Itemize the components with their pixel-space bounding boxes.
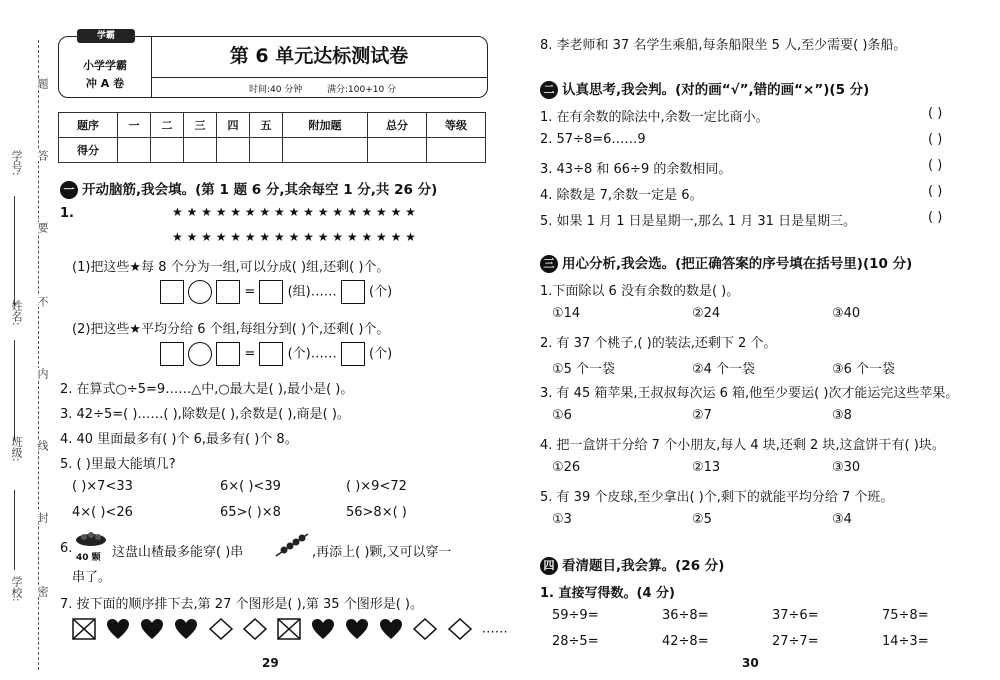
brand-block — [59, 31, 152, 97]
answer-box[interactable] — [160, 342, 184, 366]
score-cell[interactable] — [426, 138, 485, 163]
section-4-heading: 四 看清题目,我会算。(26 分) — [540, 554, 724, 575]
choice-option[interactable]: ③30 — [832, 460, 861, 475]
brand-name: 小学学霸 — [83, 59, 127, 72]
score-table — [58, 112, 486, 163]
brand-subtitle: 冲 A 卷 — [85, 77, 125, 90]
judge-answer-paren[interactable]: ( ) — [928, 132, 943, 147]
q5-item: 6×( )<39 — [220, 479, 281, 494]
plate-count-badge: 40 颗 — [76, 553, 101, 563]
answer-box[interactable] — [216, 342, 240, 366]
section-1-heading: 一 开动脑筋,我会填。(第 1 题 6 分,其余每空 1 分,共 26 分) — [60, 178, 437, 199]
stars-row-2: ★ ★ ★ ★ ★ ★ ★ ★ ★ ★ ★ ★ ★ ★ ★ ★ ★ — [172, 230, 416, 244]
section-number: 四 — [540, 557, 558, 575]
q5-item: ( )×7<33 — [72, 479, 133, 494]
judge-item: 4. 除数是 7,余数一定是 6。 — [540, 188, 703, 203]
q5-item: ( )×9<72 — [346, 479, 407, 494]
judge-answer-paren[interactable]: ( ) — [928, 158, 943, 173]
fold-char: 不 — [36, 296, 49, 307]
score-cell[interactable] — [250, 138, 283, 163]
choice-option[interactable]: ②4 个一袋 — [692, 362, 756, 377]
calc-item[interactable]: 37÷6= — [772, 608, 819, 623]
fold-char: 封 — [36, 512, 49, 523]
question-2: 2. 在算式○÷5=9……△中,○最大是( ),最小是( )。 — [60, 382, 354, 397]
choice-question: 3. 有 45 箱苹果,王叔叔每次运 6 箱,他至少要运( )次才能运完这些苹果。 — [540, 386, 959, 401]
exam-full-score: 满分:100+10 分 — [327, 85, 397, 95]
brand-logo: 学霸 — [77, 29, 135, 43]
operator-circle[interactable] — [188, 342, 212, 366]
fold-line — [38, 40, 39, 670]
q1-part-2: (2)把这些★平均分给 6 个组,每组分到( )个,还剩( )个。 — [72, 322, 390, 337]
choice-option[interactable]: ①3 — [552, 512, 572, 527]
header-box — [58, 31, 488, 98]
q1-equation-2: = (个)…… (个) — [160, 342, 392, 366]
q5-item: 56>8×( ) — [346, 505, 407, 520]
judge-answer-paren[interactable]: ( ) — [928, 210, 943, 225]
heart-icon — [311, 618, 335, 640]
q5-item: 65>( )×8 — [220, 505, 281, 520]
score-cell[interactable] — [367, 138, 426, 163]
judge-item: 1. 在有余数的除法中,余数一定比商小。 — [540, 110, 769, 125]
judge-answer-paren[interactable]: ( ) — [928, 106, 943, 121]
q1-equation-1: = (组)…… (个) — [160, 280, 392, 304]
sequence-ellipsis: …… — [481, 621, 508, 637]
question-8: 8. 李老师和 37 名学生乘船,每条船限坐 5 人,至少需要( )条船。 — [540, 38, 907, 53]
skewer-icon — [274, 532, 310, 558]
shape-sequence — [72, 618, 508, 640]
heart-icon — [345, 618, 369, 640]
q1-part-1: (1)把这些★每 8 个分为一组,可以分成( )组,还剩( )个。 — [72, 260, 390, 275]
fold-char: 答 — [36, 150, 49, 161]
choice-question: 1.下面除以 6 没有余数的数是( )。 — [540, 284, 740, 299]
q1-label: 1. — [60, 206, 74, 221]
hourglass-icon — [277, 618, 301, 640]
q5-item: 4×( )<26 — [72, 505, 133, 520]
school-label: 学校: — [10, 576, 23, 602]
diamond-icon — [209, 618, 233, 640]
binding-margin — [0, 0, 58, 680]
choice-option[interactable]: ②13 — [692, 460, 721, 475]
calc-item[interactable]: 14÷3= — [882, 634, 929, 649]
name-label: 姓名: — [10, 300, 23, 326]
page-number-right: 30 — [742, 656, 759, 670]
page-number-left: 29 — [262, 656, 279, 670]
fold-char: 密 — [36, 586, 49, 597]
class-label: 班级: — [10, 436, 23, 462]
score-cell[interactable] — [117, 138, 150, 163]
fold-char: 线 — [36, 440, 49, 451]
operator-circle[interactable] — [188, 280, 212, 304]
answer-box[interactable] — [259, 280, 283, 304]
choice-option[interactable]: ②7 — [692, 408, 712, 423]
score-cell[interactable] — [150, 138, 183, 163]
section-number: 三 — [540, 255, 558, 273]
heart-icon — [106, 618, 130, 640]
choice-option[interactable]: ①14 — [552, 306, 581, 321]
score-cell[interactable] — [217, 138, 250, 163]
fold-char: 内 — [36, 368, 49, 379]
question-7: 7. 按下面的顺序排下去,第 27 个图形是( ),第 35 个图形是( )。 — [60, 597, 423, 612]
choice-question: 2. 有 37 个桃子,( )的装法,还剩下 2 个。 — [540, 336, 777, 351]
exam-time: 时间:40 分钟 — [249, 85, 303, 95]
question-4: 4. 40 里面最多有( )个 6,最多有( )个 8。 — [60, 432, 298, 447]
section-4-subquestion: 1. 直接写得数。(4 分) — [540, 586, 675, 601]
question-6-number: 6. — [60, 541, 73, 556]
heart-icon — [379, 618, 403, 640]
choice-question: 4. 把一盒饼干分给 7 个小朋友,每人 4 块,还剩 2 块,这盒饼干有( )块。 — [540, 438, 945, 453]
choice-question: 5. 有 39 个皮球,至少拿出( )个,剩下的就能平均分给 7 个班。 — [540, 490, 894, 505]
choice-option[interactable]: ②24 — [692, 306, 721, 321]
question-3: 3. 42÷5=( )……( ),除数是( ),余数是( ),商是( )。 — [60, 407, 350, 422]
section-2-heading: 二 认真思考,我会判。(对的画“√”,错的画“×”)(5 分) — [540, 78, 869, 99]
choice-option[interactable]: ③6 个一袋 — [832, 362, 896, 377]
choice-option[interactable]: ①5 个一袋 — [552, 362, 616, 377]
section-number: 一 — [60, 181, 78, 199]
judge-item: 3. 43÷8 和 66÷9 的余数相同。 — [540, 162, 732, 177]
page-title: 第 6 单元达标测试卷 — [229, 45, 409, 67]
score-table-header-row: 题序 一 二 三 四 五 附加题 总分 等级 — [59, 113, 486, 138]
score-cell[interactable] — [184, 138, 217, 163]
answer-box[interactable] — [216, 280, 240, 304]
choice-option[interactable]: ③4 — [832, 512, 852, 527]
calc-item[interactable]: 36÷8= — [662, 608, 709, 623]
judge-item: 2. 57÷8=6……9 — [540, 132, 646, 147]
section-number: 二 — [540, 81, 558, 99]
fold-char: 要 — [36, 222, 49, 233]
question-6-text-b: ,再添上( )颗,又可以穿一 — [312, 545, 452, 560]
question-5: 5. ( )里最大能填几? — [60, 457, 176, 472]
choice-option[interactable]: ③40 — [832, 306, 861, 321]
calc-item[interactable]: 59÷9= — [552, 608, 599, 623]
answer-box[interactable] — [160, 280, 184, 304]
diamond-icon — [243, 618, 267, 640]
student-id-label: 学号: — [10, 150, 23, 176]
answer-box[interactable] — [259, 342, 283, 366]
calc-item[interactable]: 28÷5= — [552, 634, 599, 649]
choice-option[interactable]: ③8 — [832, 408, 852, 423]
calc-item[interactable]: 27÷7= — [772, 634, 819, 649]
heart-icon — [140, 618, 164, 640]
score-table-score-row: 得分 — [59, 138, 486, 163]
hourglass-icon — [72, 618, 96, 640]
section-3-heading: 三 用心分析,我会选。(把正确答案的序号填在括号里)(10 分) — [540, 252, 912, 273]
heart-icon — [174, 618, 198, 640]
answer-box[interactable] — [341, 280, 365, 304]
choice-option[interactable]: ①26 — [552, 460, 581, 475]
question-6-text-c: 串了。 — [72, 570, 112, 585]
calc-item[interactable]: 75÷8= — [882, 608, 929, 623]
calc-item[interactable]: 42÷8= — [662, 634, 709, 649]
choice-option[interactable]: ①6 — [552, 408, 572, 423]
judge-item: 5. 如果 1 月 1 日是星期一,那么 1 月 31 日是星期三。 — [540, 214, 857, 229]
choice-option[interactable]: ②5 — [692, 512, 712, 527]
question-6-text-a: 这盘山楂最多能穿( )串 — [112, 545, 244, 560]
stars-row-1: ★ ★ ★ ★ ★ ★ ★ ★ ★ ★ ★ ★ ★ ★ ★ ★ ★ — [172, 205, 416, 219]
diamond-icon — [448, 618, 472, 640]
answer-box[interactable] — [341, 342, 365, 366]
score-cell[interactable] — [283, 138, 368, 163]
judge-answer-paren[interactable]: ( ) — [928, 184, 943, 199]
diamond-icon — [413, 618, 437, 640]
fold-char: 题 — [36, 78, 49, 89]
